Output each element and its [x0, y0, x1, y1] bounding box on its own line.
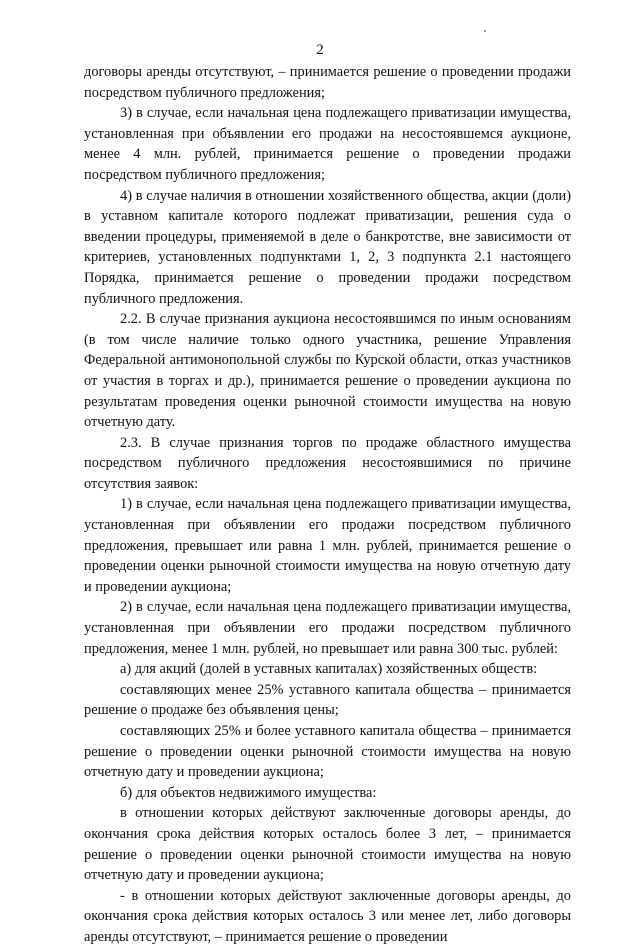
document-body: [84, 62, 571, 948]
paragraph: составляющих менее 25% уставного капитала общества – принимается решение о продаже без объявления цены;: [84, 681, 571, 719]
paragraph: 2.3. В случае признания торгов по продаже областного имущества посредством публичного предложения несостоявшимися по причине отсутствия заявок:: [84, 434, 571, 492]
scan-speck: [484, 30, 486, 32]
paragraph: 2.2. В случае признания аукциона несостоявшимся по иным основаниям (в том числе наличие только одного участника, решение Управления Федеральной антимонопольной службы по Курской области, отказ участников от участия в торгах и др.), принимается решение о проведении аукциона по результатам проведения оценки рыночной стоимости имущества на новую отчетную дату.: [84, 311, 571, 431]
paragraph: 4) в случае наличия в отношении хозяйственного общества, акции (доли) в уставном капитале которого подлежат приватизации, решения суда о введении процедуры, применяемой в деле о банкротстве, вне зависимости от критериев, установленных подпунктами 1, 2, 3 подпункта 2.1 настоящего Порядка, принимается решение о проведении продажи посредством публичного предложения.: [84, 187, 571, 307]
paragraph: 3) в случае, если начальная цена подлежащего приватизации имущества, установленная при объявлении его продажи на несостоявшемся аукционе, менее 4 млн. рублей, принимается решение о проведении продажи посредством публичного предложения;: [84, 105, 571, 183]
paragraph: договоры аренды отсутствуют, – принимается решение о проведении продажи посредством публичного предложения;: [84, 64, 571, 101]
paragraph: 1) в случае, если начальная цена подлежащего приватизации имущества, установленная при объявлении его продажи посредством публичного предложения, превышает или равна 1 млн. рублей, принимается решение о проведении оценки рыночной стоимости имущества на новую отчетную дату и проведении аукциона;: [84, 496, 571, 595]
paragraph: - в отношении которых действуют заключенные договоры аренды, до окончания срока действия которых осталось 3 или менее лет, либо договоры аренды отсутствуют, – принимается решение о проведении: [84, 887, 571, 945]
paragraph: составляющих 25% и более уставного капитала общества – принимается решение о проведении оценки рыночной стоимости имущества на новую отчетную дату и проведении аукциона;: [84, 723, 571, 781]
paragraph: 2) в случае, если начальная цена подлежащего приватизации имущества, установленная при объявлении его продажи посредством публичного предложения, менее 1 млн. рублей, но превышает или равна 300 тыс. рублей:: [84, 599, 571, 657]
paragraph: б) для объектов недвижимого имущества:: [120, 784, 377, 801]
paragraph: в отношении которых действуют заключенные договоры аренды, до окончания срока действия которых осталось более 3 лет, – принимается решение о проведении оценки рыночной стоимости имущества на новую отчетную дату и проведении аукциона;: [84, 805, 571, 884]
paragraph: а) для акций (долей в уставных капиталах) хозяйственных обществ:: [120, 661, 538, 678]
page-number: 2: [316, 42, 324, 58]
